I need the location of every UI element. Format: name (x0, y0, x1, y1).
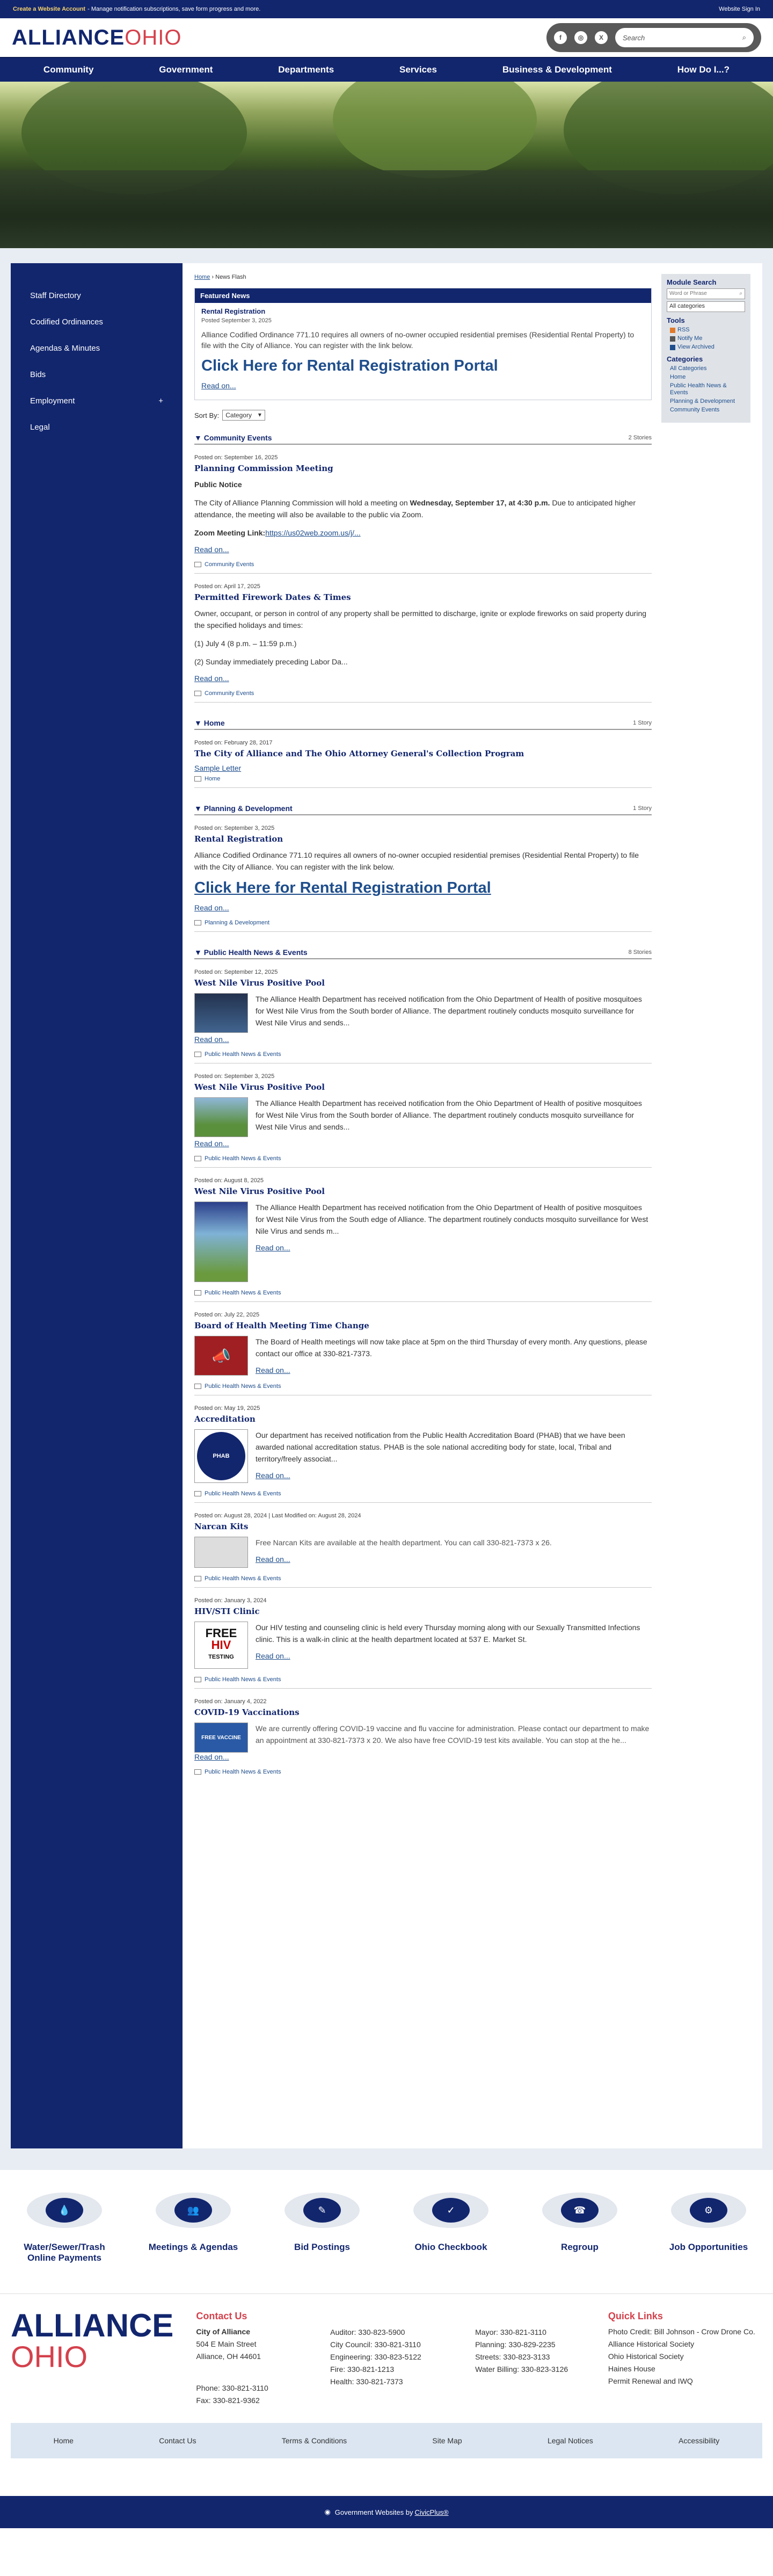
news-item-title[interactable]: COVID-19 Vaccinations (194, 1707, 300, 1717)
quick-link-bid-postings[interactable]: ✎ Bid Postings (271, 2193, 373, 2253)
folder-icon (194, 1769, 201, 1775)
hiv-testing-thumbnail[interactable]: FREE HIV TESTING (194, 1622, 248, 1669)
read-on-link[interactable]: Read on... (194, 674, 229, 683)
breadcrumb-home[interactable]: Home (194, 274, 210, 280)
featured-date: Posted September 3, 2025 (201, 317, 272, 324)
create-account-link[interactable]: Create a Website Account (13, 6, 86, 12)
phone-icon: ☎ (561, 2198, 599, 2223)
news-category-tag[interactable]: Public Health News & Events (194, 1383, 652, 1390)
read-on-link[interactable]: Read on... (256, 1243, 290, 1252)
news-flash-content (194, 274, 652, 2138)
hero-banner-image (0, 82, 773, 248)
read-on-link[interactable]: Read on... (194, 1035, 229, 1044)
footer-nav-contact[interactable]: Contact Us (159, 2436, 196, 2445)
footer-nav-home[interactable]: Home (53, 2436, 74, 2445)
phab-seal-thumbnail[interactable]: PHAB (194, 1429, 248, 1483)
category-header-home[interactable]: ▼ Home 1 Story (194, 717, 652, 730)
news-category-tag[interactable]: Community Events (194, 561, 652, 568)
search-icon[interactable]: ⌕ (739, 291, 742, 296)
news-category-tag[interactable]: Public Health News & Events (194, 1155, 652, 1162)
news-item: Posted on: September 16, 2025 Planning Commission Meeting Public Notice The City of Alliance Planning Commission will hold a meeting on Wednesday, September 17, at 4:30 p.m. Due to anticipated higher attendance, the meeting will also be available to the public via Zoom. Zoom Meeting Link:https://us02web.zoom.us/j/... Read on... Community Events (194, 445, 652, 574)
news-category-tag[interactable]: Public Health News & Events (194, 1676, 652, 1683)
water-drop-icon: 💧 (46, 2198, 83, 2223)
module-search-panel (661, 274, 750, 2138)
breadcrumb-current: News Flash (215, 274, 246, 280)
megaphone-icon[interactable]: 📣 (194, 1336, 248, 1376)
notify-me-link[interactable]: Notify Me (670, 335, 745, 342)
read-on-link[interactable]: Read on... (256, 1555, 290, 1564)
rss-icon (670, 328, 675, 333)
quick-link-jobs[interactable]: ⚙ Job Opportunities (658, 2193, 760, 2253)
sidebar-item-employment[interactable]: Employment + (30, 396, 163, 406)
pen-icon: ✎ (303, 2198, 341, 2223)
news-item: Posted on: January 4, 2022 COVID-19 Vaccinations FREE VACCINE We are currently offering COVID-19 vaccine and flu vaccine for administration. Please contact our department to make an appointment at 330-821-7373 x 20. We also have free COVID-19 test kits available. You can stop at the he... Read on... Public Health News & Events (194, 1689, 652, 1781)
category-header-planning[interactable]: ▼ Planning & Development 1 Story (194, 802, 652, 815)
quick-link-regroup[interactable]: ☎ Regroup (529, 2193, 631, 2253)
featured-title[interactable]: Rental Registration (201, 307, 266, 315)
categories-heading: Categories (667, 355, 703, 363)
nav-community[interactable]: Community (43, 64, 94, 75)
news-thumbnail[interactable] (194, 1202, 248, 1282)
zoom-link[interactable]: https://us02web.zoom.us/j/... (265, 529, 361, 537)
nav-how-do-i[interactable]: How Do I...? (677, 64, 730, 75)
featured-news-heading: Featured News (195, 288, 651, 303)
folder-icon (194, 920, 201, 925)
news-item-title[interactable]: Accreditation (194, 1414, 256, 1424)
folder-icon (194, 1384, 201, 1389)
footer-logo[interactable]: ALLIANCE OHIO (11, 2307, 174, 2374)
news-item-title[interactable]: Narcan Kits (194, 1522, 249, 1531)
tools-heading: Tools (667, 316, 685, 324)
main-navigation (0, 57, 773, 82)
folder-icon (194, 1677, 201, 1682)
news-item-title[interactable]: West Nile Virus Positive Pool (194, 1186, 325, 1196)
news-item-title[interactable]: Board of Health Meeting Time Change (194, 1321, 369, 1330)
footer-nav-legal-notices[interactable]: Legal Notices (547, 2436, 593, 2445)
folder-icon (194, 562, 201, 567)
sign-in-link[interactable]: Website Sign In (719, 6, 760, 12)
folder-icon (194, 1052, 201, 1057)
news-item: Posted on: May 19, 2025 Accreditation PHAB Our department has received notification from the Public Health Accreditation Board (PHAB) that we have been awarded national accreditation status. PHAB is the sole national accrediting body for state, local, Tribal and territory/freely associat... Read on... Public Health News & Events (194, 1395, 652, 1503)
sort-by-select[interactable]: Category ▾ (222, 410, 265, 421)
sort-by-label: Sort By: (194, 411, 220, 419)
folder-icon (194, 1576, 201, 1581)
quick-link-water-payments[interactable]: 💧 Water/Sewer/Trash Online Payments (13, 2193, 115, 2263)
folder-icon (194, 1156, 201, 1161)
quick-link-meetings[interactable]: 👥 Meetings & Agendas (142, 2193, 244, 2253)
rss-link[interactable]: RSS (670, 327, 745, 334)
rental-portal-link[interactable]: Click Here for Rental Registration Portal (201, 357, 498, 374)
category-link[interactable]: All Categories (670, 365, 707, 372)
news-item-title[interactable]: Permitted Firework Dates & Times (194, 592, 351, 602)
people-icon: 👥 (174, 2198, 212, 2223)
footer-contact: Contact Us City of Alliance 504 E Main Street Alliance, OH 44601 Phone: 330-821-3110 Fax: 330-821-9362 (196, 2311, 268, 2405)
news-thumbnail[interactable] (194, 1097, 248, 1137)
module-category-select[interactable]: All categories (667, 301, 745, 312)
sample-letter-link[interactable]: Sample Letter (194, 764, 242, 772)
quick-link-ohio-checkbook[interactable]: ✓ Ohio Checkbook (400, 2193, 502, 2253)
footer-nav-accessibility[interactable]: Accessibility (679, 2436, 720, 2445)
facebook-icon[interactable]: f (554, 31, 567, 44)
site-logo[interactable]: ALLIANCEOHIO (12, 25, 182, 49)
nav-services[interactable]: Services (399, 64, 437, 75)
category-link[interactable]: Public Health News & Events (670, 382, 727, 396)
footer-phone-directory: Auditor: 330-823-5900 City Council: 330-821-3110 Engineering: 330-823-5122 Fire: 330-821-1213 Health: 330-821-7373 Mayor: 330-821-3110 Planning: 330-829-2235 Streets: 330-823-3133 Water Billing: 330-823-3126 (330, 2328, 568, 2386)
top-notification-bar (0, 0, 773, 18)
folder-icon (194, 1290, 201, 1296)
page-body (0, 248, 773, 2170)
footer-quick-link[interactable]: Ohio Historical Society (608, 2352, 684, 2361)
news-category-tag[interactable]: Planning & Development (194, 920, 652, 926)
civicplus-icon: ◉ (324, 2508, 331, 2516)
sort-by (194, 410, 652, 421)
quick-links-bar (0, 2170, 773, 2293)
archive-icon (670, 345, 675, 350)
footer-quick-link[interactable]: Permit Renewal and IWQ (608, 2377, 693, 2385)
sidebar-item-codified-ordinances[interactable]: Codified Ordinances (30, 317, 103, 327)
read-on-link[interactable]: Read on... (256, 1652, 290, 1660)
footer-nav (11, 2423, 762, 2458)
news-item-title[interactable]: Planning Commission Meeting (194, 464, 333, 473)
module-search-heading: Module Search (667, 278, 717, 286)
footer-nav-sitemap[interactable]: Site Map (432, 2436, 462, 2445)
folder-icon (194, 1491, 201, 1496)
news-category-tag[interactable]: Home (194, 776, 652, 782)
read-on-link[interactable]: Read on... (256, 1366, 290, 1374)
news-thumbnail[interactable] (194, 993, 248, 1033)
news-item-title[interactable]: The City of Alliance and The Ohio Attorney General's Collection Program (194, 749, 524, 758)
rental-portal-link[interactable]: Click Here for Rental Registration Portal (194, 879, 491, 896)
news-category-tag[interactable]: Public Health News & Events (194, 1769, 652, 1775)
footer-quick-links: Quick Links Photo Credit: Bill Johnson - Crow Drone Co. Alliance Historical Society Ohio Historical Society Haines House Permit Renewal and IWQ (608, 2310, 762, 2407)
sidebar-item-legal[interactable]: Legal (30, 423, 50, 432)
news-item: Posted on: February 28, 2017 The City of Alliance and The Ohio Attorney General's Collection Program Sample Letter Home (194, 730, 652, 788)
news-item-title[interactable]: Rental Registration (194, 834, 283, 844)
site-search-input[interactable]: Search ⌕ (615, 28, 754, 47)
folder-icon (194, 691, 201, 696)
sidebar-item-staff-directory[interactable]: Staff Directory (30, 291, 81, 300)
site-header (0, 18, 773, 57)
category-link[interactable]: Home (670, 374, 686, 380)
news-item: Posted on: September 12, 2025 West Nile Virus Positive Pool The Alliance Health Department has received notification from the Ohio Department of Health of positive mosquitoes for West Nile Virus from the South border of Alliance. The department routinely conducts mosquito surveillance for West Nile Virus and sends... Read on... Public Health News & Events (194, 959, 652, 1063)
main-content-panel (183, 263, 762, 2148)
news-item: Posted on: August 28, 2024 | Last Modified on: August 28, 2024 Narcan Kits Free Narcan Kits are available at the health department. You can call 330-821-7373 x 26. Read on... Public Health News & Events (194, 1503, 652, 1588)
category-link[interactable]: Planning & Development (670, 398, 735, 404)
nav-business-development[interactable]: Business & Development (502, 64, 612, 75)
featured-news-box (194, 288, 652, 400)
news-item: Posted on: July 22, 2025 Board of Health Meeting Time Change 📣 The Board of Health meetings will now take place at 5pm on the third Thursday of every month. Any questions, please contact our office at 330-821-7373. Read on... Public Health News & Events (194, 1302, 652, 1395)
news-item: Posted on: January 3, 2024 HIV/STI Clinic FREE HIV TESTING Our HIV testing and counseling clinic is held every Thursday morning along with our Sexually Transmitted Infections clinic. This is a walk-in clinic at the health department located at 537 E. Market St. Read on... Public Health News & Events (194, 1588, 652, 1689)
read-on-link[interactable]: Read on... (256, 1471, 290, 1480)
category-header-community[interactable]: ▼ Community Events 2 Stories (194, 431, 652, 445)
news-category-tag[interactable]: Community Events (194, 690, 652, 697)
mail-icon (670, 336, 675, 342)
read-on-link[interactable]: Read on... (194, 545, 229, 554)
news-category-tag[interactable]: Public Health News & Events (194, 1290, 652, 1296)
view-archived-link[interactable]: View Archived (670, 344, 745, 351)
header-search-area (546, 23, 761, 52)
search-icon[interactable]: ⌕ (742, 33, 746, 41)
read-on-link[interactable]: Read on... (194, 1753, 229, 1761)
gear-icon: ⚙ (690, 2198, 727, 2223)
nav-departments[interactable]: Departments (278, 64, 334, 75)
footer-nav-terms[interactable]: Terms & Conditions (281, 2436, 347, 2445)
civicplus-bar: ◉ Government Websites by CivicPlus® (0, 2496, 773, 2528)
news-category-tag[interactable]: Public Health News & Events (194, 1490, 652, 1497)
account-notice-text: - Manage notification subscriptions, save form progress and more. (87, 6, 261, 12)
category-header-public-health[interactable]: ▼ Public Health News & Events 8 Stories (194, 946, 652, 959)
expand-plus-icon[interactable]: + (158, 396, 163, 406)
sidebar-item-agendas-minutes[interactable]: Agendas & Minutes (30, 344, 100, 353)
sidebar-item-bids[interactable]: Bids (30, 370, 46, 379)
nav-government[interactable]: Government (159, 64, 213, 75)
footer-quick-link[interactable]: Alliance Historical Society (608, 2340, 695, 2348)
footer-quick-link[interactable]: Photo Credit: Bill Johnson - Crow Drone Co. (608, 2327, 755, 2336)
civicplus-link[interactable]: CivicPlus® (414, 2508, 449, 2516)
instagram-icon[interactable]: ◎ (574, 31, 587, 44)
news-item-title[interactable]: HIV/STI Clinic (194, 1607, 260, 1616)
news-category-tag[interactable]: Public Health News & Events (194, 1575, 652, 1582)
read-on-link[interactable]: Read on... (194, 1139, 229, 1148)
news-item: Posted on: April 17, 2025 Permitted Firework Dates & Times Owner, occupant, or person in control of any property shall be permitted to discharge, ignite or explode fireworks on said property during the specified holidays and times: (1) July 4 (8 p.m. – 11:59 p.m.) (2) Sunday immediately preceding Labor Da... Read on... Community Events (194, 574, 652, 703)
featured-text: Alliance Codified Ordinance 771.10 requires all owners of no-owner occupied residential premises (Residential Rental Property) to file with the City of Alliance. You can register with the link below. (201, 330, 635, 350)
footer-quick-link[interactable]: Haines House (608, 2364, 655, 2373)
account-notice (13, 6, 260, 12)
news-item: Posted on: September 3, 2025 West Nile Virus Positive Pool The Alliance Health Department has received notification from the Ohio Department of Health of positive mosquitoes for West Nile Virus from the South border of Alliance. The department routinely conducts mosquito surveillance for West Nile Virus and sends... Read on... Public Health News & Events (194, 1063, 652, 1168)
category-link[interactable]: Community Events (670, 407, 720, 413)
news-item: Posted on: August 8, 2025 West Nile Virus Positive Pool The Alliance Health Department has received notification from the Ohio Department of Health of positive mosquitoes for West Nile Virus from the South edge of Alliance. The department routinely conducts mosquito surveillance for West Nile Virus and sends m... Read on... Public Health News & Events (194, 1168, 652, 1302)
folder-icon (194, 776, 201, 782)
check-icon: ✓ (432, 2198, 470, 2223)
narcan-kit-thumbnail[interactable] (194, 1537, 248, 1568)
read-on-link[interactable]: Read on... (194, 903, 229, 912)
free-vaccine-thumbnail[interactable]: FREE VACCINE (194, 1723, 248, 1753)
site-footer (0, 2293, 773, 2423)
featured-read-on[interactable]: Read on... (201, 381, 236, 390)
news-category-tag[interactable]: Public Health News & Events (194, 1051, 652, 1058)
news-item-title[interactable]: West Nile Virus Positive Pool (194, 978, 325, 988)
module-search-input[interactable]: Word or Phrase ⌕ (667, 288, 745, 299)
breadcrumb: Home › News Flash (194, 274, 246, 280)
news-item-title[interactable]: West Nile Virus Positive Pool (194, 1082, 325, 1092)
sidebar-nav (11, 263, 183, 2148)
news-item: Posted on: September 3, 2025 Rental Registration Alliance Codified Ordinance 771.10 requires all owners of no-owner occupied residential premises (Residential Rental Property) to file with the City of Alliance. You can register with the link below. Click Here for Rental Registration Portal Read on... Planning & Development (194, 815, 652, 932)
x-twitter-icon[interactable]: X (595, 31, 608, 44)
